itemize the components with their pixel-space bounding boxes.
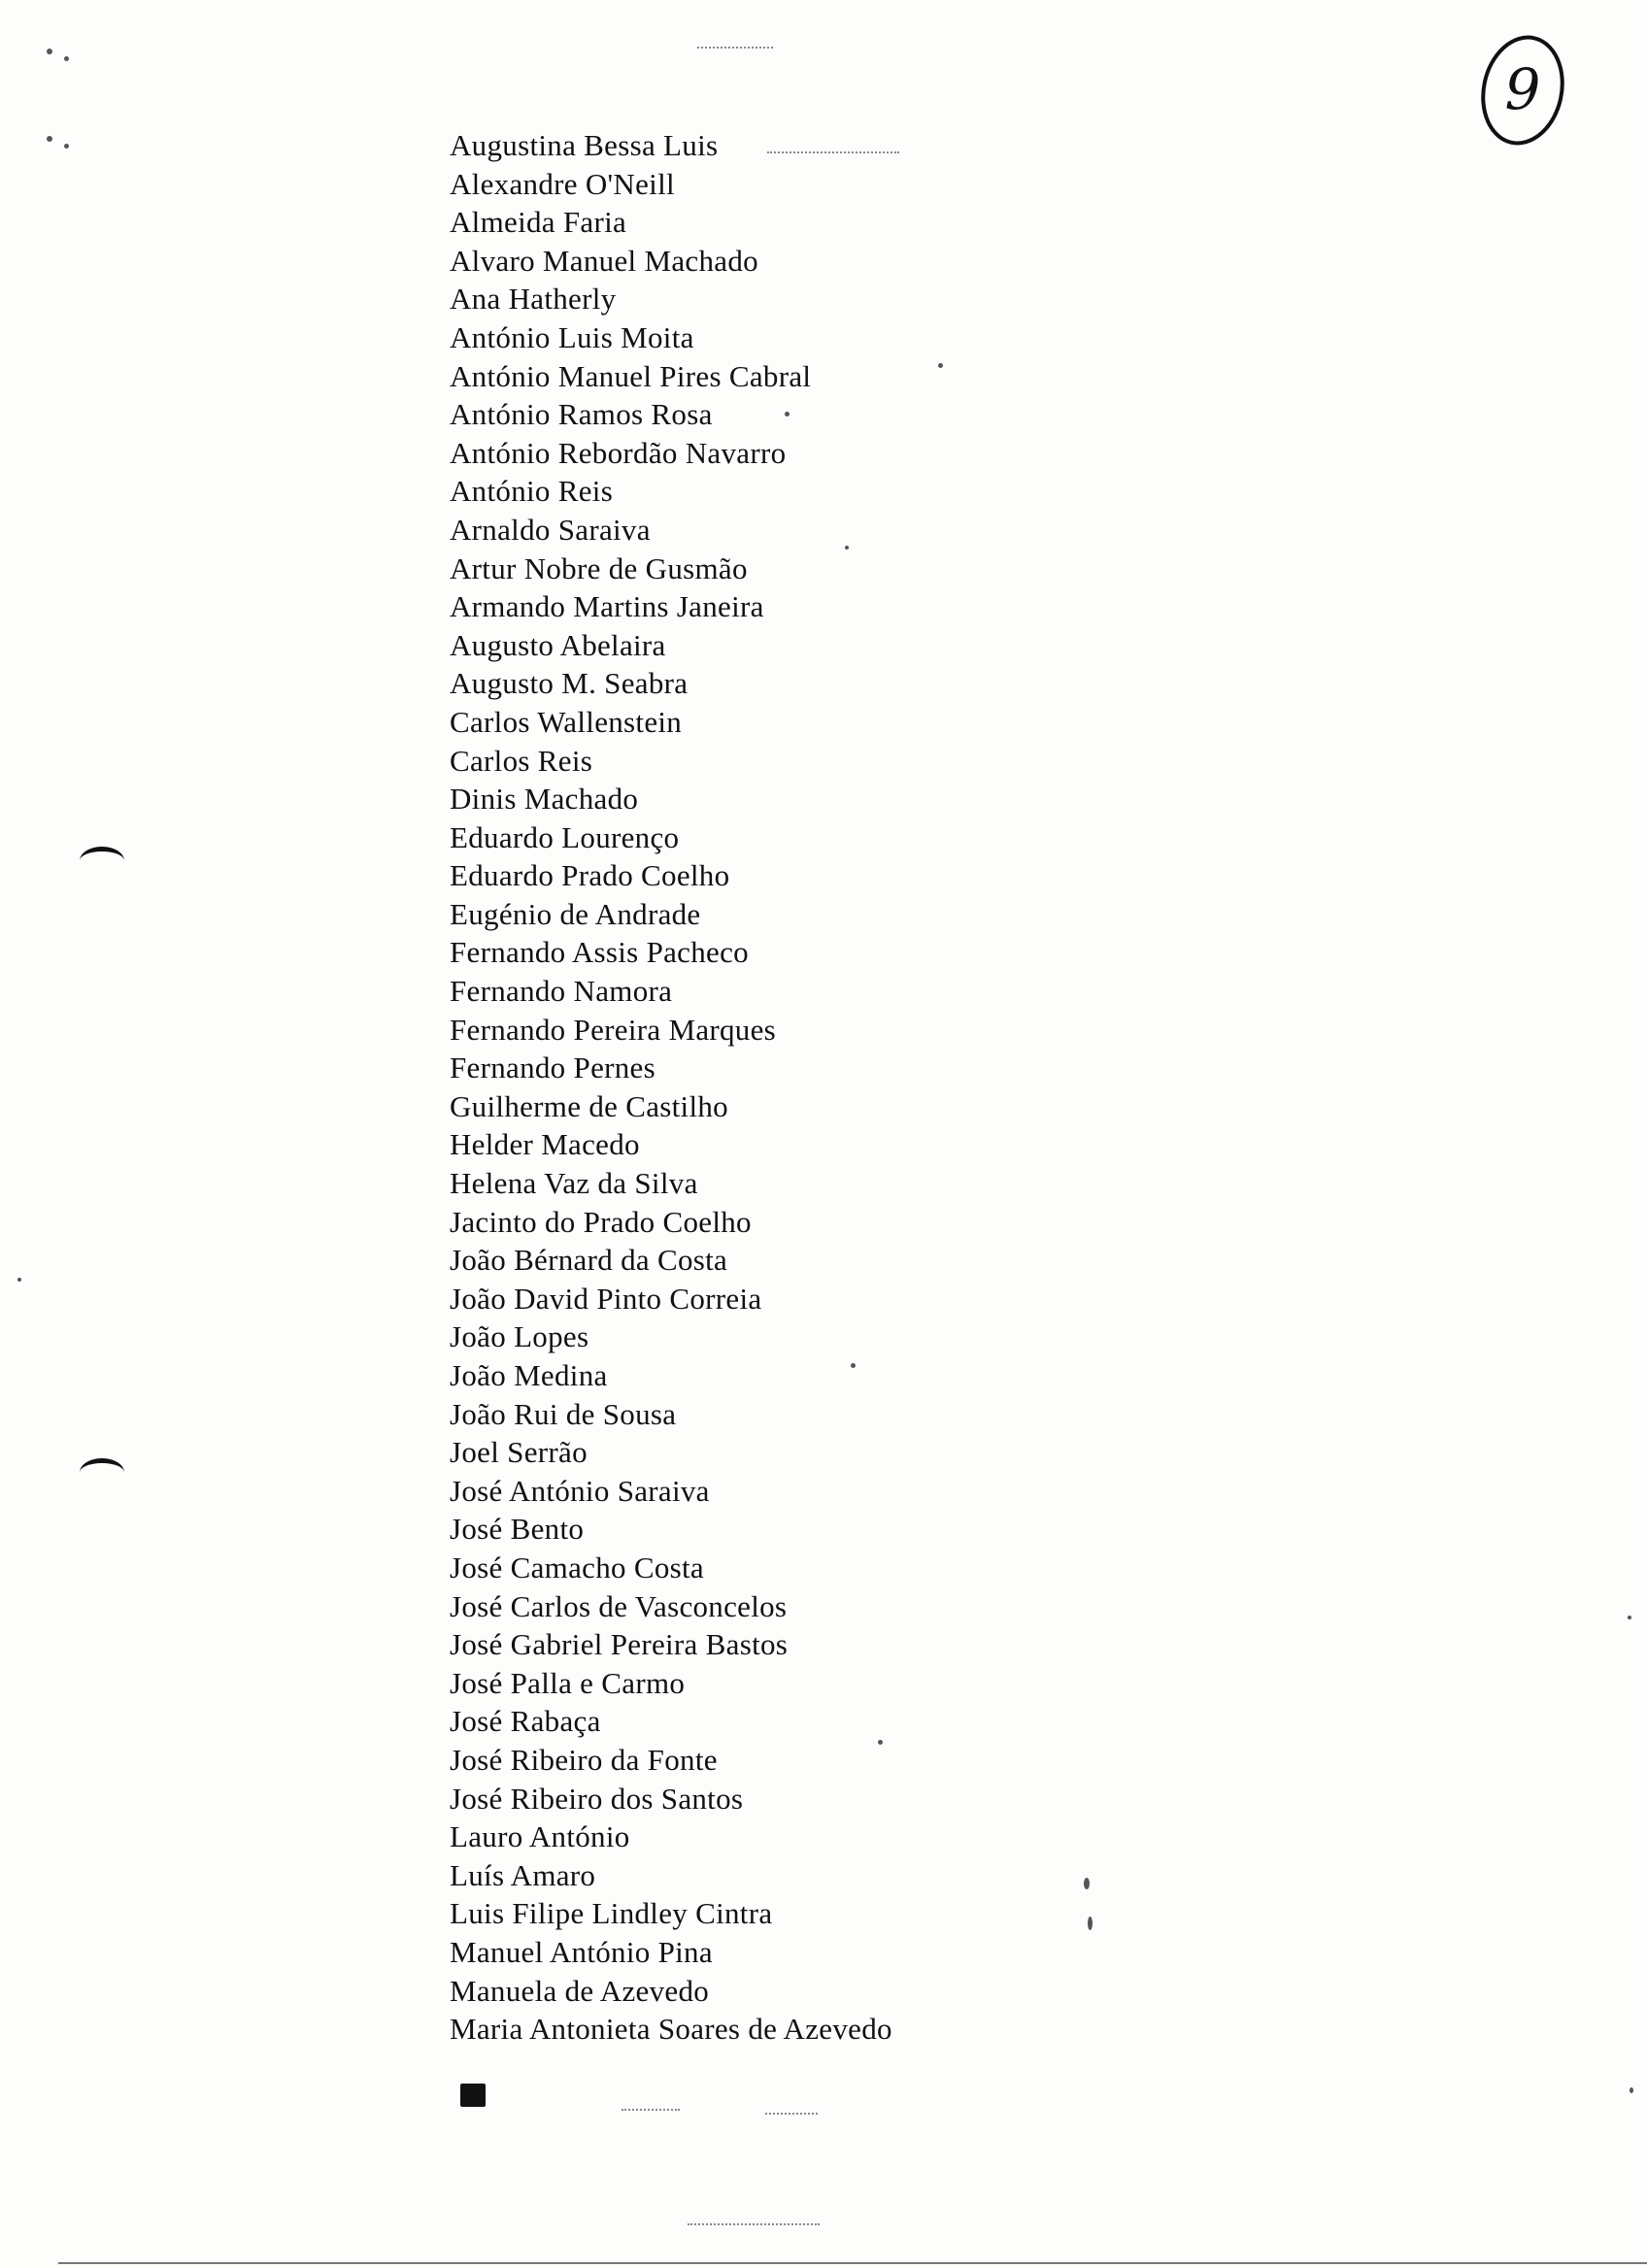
name-entry: Joel Serrão xyxy=(450,1435,588,1470)
scan-speck xyxy=(938,363,943,368)
scan-speck xyxy=(47,49,52,54)
name-entry: António Rebordão Navarro xyxy=(450,435,787,470)
scan-dash xyxy=(688,2223,820,2225)
name-entry: Eugénio de Andrade xyxy=(450,896,701,931)
name-entry: Dinis Machado xyxy=(450,782,639,817)
name-entry: Maria Antonieta Soares de Azevedo xyxy=(450,2012,892,2047)
names-list xyxy=(450,126,892,2049)
scan-speck xyxy=(1628,1616,1631,1619)
scan-dash xyxy=(697,47,773,49)
name-entry: Ana Hatherly xyxy=(450,282,617,317)
scan-speck xyxy=(845,546,849,550)
name-entry: Augusto M. Seabra xyxy=(450,666,689,701)
punch-mark-lower xyxy=(80,1458,124,1486)
scan-speck xyxy=(64,56,69,61)
name-entry: José Gabriel Pereira Bastos xyxy=(450,1627,789,1662)
name-entry: José Carlos de Vasconcelos xyxy=(450,1588,788,1623)
name-entry: Lauro António xyxy=(450,1819,630,1854)
bottom-edge-line xyxy=(58,2262,1647,2264)
scan-dash xyxy=(767,151,899,153)
name-entry: José Rabaça xyxy=(450,1704,601,1739)
bullet-mark xyxy=(460,2084,486,2107)
name-entry: Augustina Bessa Luis xyxy=(450,128,719,162)
scan-speck xyxy=(851,1363,856,1368)
name-entry: José Ribeiro da Fonte xyxy=(450,1742,718,1777)
name-entry: António Ramos Rosa xyxy=(450,397,713,432)
name-entry: Helder Macedo xyxy=(450,1127,640,1162)
name-entry: Guilherme de Castilho xyxy=(450,1088,728,1123)
name-entry: Artur Nobre de Gusmão xyxy=(450,550,748,585)
name-entry: João Rui de Sousa xyxy=(450,1396,677,1431)
name-entry: Eduardo Prado Coelho xyxy=(450,858,730,893)
name-entry: Fernando Pernes xyxy=(450,1051,655,1085)
scan-speck xyxy=(1630,2087,1633,2093)
name-entry: Carlos Reis xyxy=(450,743,593,778)
name-entry: João David Pinto Correia xyxy=(450,1281,762,1316)
name-entry: João Lopes xyxy=(450,1319,589,1354)
name-entry: Jacinto do Prado Coelho xyxy=(450,1204,752,1239)
name-entry: João Medina xyxy=(450,1358,608,1392)
scan-speck xyxy=(785,412,790,417)
page-number: 9 xyxy=(1504,56,1541,122)
name-entry: Fernando Assis Pacheco xyxy=(450,935,749,970)
scan-speck xyxy=(17,1278,21,1282)
name-entry: António Manuel Pires Cabral xyxy=(450,358,812,393)
name-entry: Helena Vaz da Silva xyxy=(450,1166,698,1201)
scan-speck xyxy=(878,1740,883,1745)
scan-speck xyxy=(1084,1878,1090,1889)
name-entry: João Bérnard da Costa xyxy=(450,1243,728,1278)
name-entry: José Bento xyxy=(450,1512,585,1547)
name-entry: Fernando Pereira Marques xyxy=(450,1012,777,1047)
name-entry: Augusto Abelaira xyxy=(450,627,666,662)
scan-speck xyxy=(64,144,69,149)
scan-speck xyxy=(47,136,52,142)
name-entry: Almeida Faria xyxy=(450,205,627,240)
scan-speck xyxy=(1088,1917,1092,1930)
name-entry: José Ribeiro dos Santos xyxy=(450,1781,744,1816)
name-entry: António Reis xyxy=(450,474,614,509)
name-entry: António Luis Moita xyxy=(450,319,694,354)
name-entry: Arnaldo Saraiva xyxy=(450,512,651,547)
name-entry: Manuela de Azevedo xyxy=(450,1973,710,2008)
name-entry: Alexandre O'Neill xyxy=(450,166,675,201)
scan-dash xyxy=(765,2113,818,2115)
name-entry: Luís Amaro xyxy=(450,1857,596,1892)
scan-dash xyxy=(622,2109,680,2111)
name-entry: José António Saraiva xyxy=(450,1473,710,1508)
name-entry: Fernando Namora xyxy=(450,974,673,1009)
name-entry: Carlos Wallenstein xyxy=(450,704,683,739)
name-entry: Alvaro Manuel Machado xyxy=(450,243,758,278)
punch-mark-upper xyxy=(80,847,124,875)
name-entry: Manuel António Pina xyxy=(450,1934,713,1969)
name-entry: José Palla e Carmo xyxy=(450,1665,686,1700)
name-entry: Luis Filipe Lindley Cintra xyxy=(450,1896,773,1931)
page-number-circle xyxy=(1478,31,1567,150)
name-entry: Armando Martins Janeira xyxy=(450,589,764,624)
name-entry: Eduardo Lourenço xyxy=(450,819,680,854)
name-entry: José Camacho Costa xyxy=(450,1550,704,1584)
